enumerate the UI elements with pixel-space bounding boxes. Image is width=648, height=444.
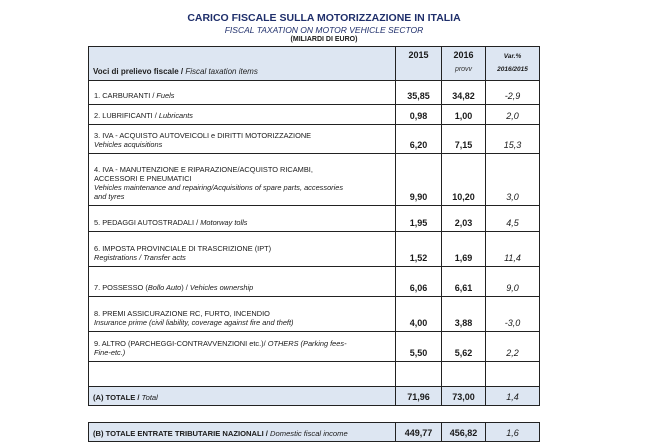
table-row: [89, 332, 539, 362]
total-2015: 71,96: [407, 392, 430, 402]
spacer-row: [89, 362, 539, 387]
value-2015: 35,85: [407, 91, 430, 101]
table-row: [89, 154, 539, 206]
value-2016: 1,69: [454, 253, 473, 263]
unit-label: (MILIARDI DI EURO): [290, 36, 358, 43]
value-var: 9,0: [506, 283, 519, 293]
value-2015: 6,20: [409, 140, 428, 150]
total-2016: 73,00: [452, 392, 475, 402]
value-var: 11,4: [504, 253, 521, 263]
row-label: 9. ALTRO (PARCHEGGI-CONTRAVVENZIONI etc.)/ OTHERS (Parking fees- Fine-etc.): [94, 339, 347, 357]
value-2016: 7,15: [454, 140, 473, 150]
value-2015: 1,52: [409, 253, 428, 263]
header-label-cell: [89, 47, 396, 80]
value-var: 2,0: [506, 111, 519, 121]
header-year-2016: 2016: [453, 50, 474, 60]
table-row: [89, 297, 539, 332]
total-row: [88, 386, 540, 406]
value-2015: 9,90: [409, 192, 428, 202]
national-total-row: [88, 422, 540, 442]
header-label: Voci di prelievo fiscale / Fiscal taxation items: [93, 67, 258, 76]
value-2016: 2,03: [454, 218, 473, 228]
row-label: 1. CARBURANTI / Fuels: [94, 91, 175, 100]
table-row: [89, 81, 539, 105]
row-label: 8. PREMI ASSICURAZIONE RC, FURTO, INCENDIO Insurance prime (civil liability, coverage against fire and theft): [94, 309, 294, 327]
header-var-label: Var.%: [503, 53, 522, 60]
value-2015: 4,00: [409, 318, 428, 328]
row-label: 6. IMPOSTA PROVINCIALE DI TRASCRIZIONE (IPT) Registrations / Transfer acts: [94, 244, 272, 262]
header-var-period: 2016/2015: [497, 66, 528, 73]
value-var: 2,2: [506, 348, 519, 358]
table-row: [89, 232, 539, 267]
national-total-label: (B) TOTALE ENTRATE TRIBUTARIE NAZIONALI / Domestic fiscal income: [93, 429, 348, 438]
value-2016: 10,20: [452, 192, 475, 202]
value-2016: 1,00: [454, 111, 473, 121]
value-2015: 5,50: [409, 348, 428, 358]
value-var: -3,0: [504, 318, 521, 328]
value-2016: 3,88: [454, 318, 473, 328]
value-2016: 6,61: [454, 283, 473, 293]
table-row: [89, 206, 539, 232]
national-var: 1,6: [506, 428, 519, 438]
table-row: [89, 267, 539, 297]
row-label: 4. IVA - MANUTENZIONE E RIPARAZIONE/ACQUISTO RICAMBI, ACCESSORI E PNEUMATICI Vehicles maintenance and repairing/Acquisitions of spare parts, accessories and tyres: [94, 165, 344, 201]
table-row: [89, 125, 539, 154]
row-label: 3. IVA - ACQUISTO AUTOVEICOLI e DIRITTI MOTORIZZAZIONE Vehicles acquisitions: [94, 131, 312, 149]
value-2016: 5,62: [454, 348, 473, 358]
row-label: 7. POSSESSO (Bollo Auto) / Vehicles ownership: [94, 283, 254, 292]
value-var: 4,5: [506, 218, 519, 228]
row-label: 2. LUBRIFICANTI / Lubricants: [94, 111, 193, 120]
national-2015: 449,77: [404, 428, 433, 438]
header-var-cell: [486, 47, 539, 80]
fiscal-table: [88, 46, 540, 388]
header-year-2015: 2015: [408, 50, 429, 60]
value-2015: 0,98: [409, 111, 428, 121]
value-var: 15,3: [503, 140, 522, 150]
total-var: 1,4: [506, 392, 519, 402]
value-2015: 6,06: [409, 283, 428, 293]
total-label: (A) TOTALE / Total: [93, 393, 158, 402]
table-title: CARICO FISCALE SULLA MOTORIZZAZIONE IN ITALIA: [187, 12, 461, 24]
header-provv-note: provv: [454, 66, 473, 73]
value-var: 3,0: [506, 192, 519, 202]
table-row: [89, 105, 539, 125]
table-subtitle: FISCAL TAXATION ON MOTOR VEHICLE SECTOR: [224, 25, 424, 35]
header-2015-cell: [396, 47, 442, 80]
table-header-row: [89, 47, 539, 81]
value-2016: 34,82: [452, 91, 475, 101]
row-label: 5. PEDAGGI AUTOSTRADALI / Motorway tolls: [94, 218, 248, 227]
national-2016: 456,82: [449, 428, 478, 438]
value-2015: 1,95: [409, 218, 428, 228]
value-var: -2,9: [504, 91, 521, 101]
header-2016-cell: [442, 47, 486, 80]
